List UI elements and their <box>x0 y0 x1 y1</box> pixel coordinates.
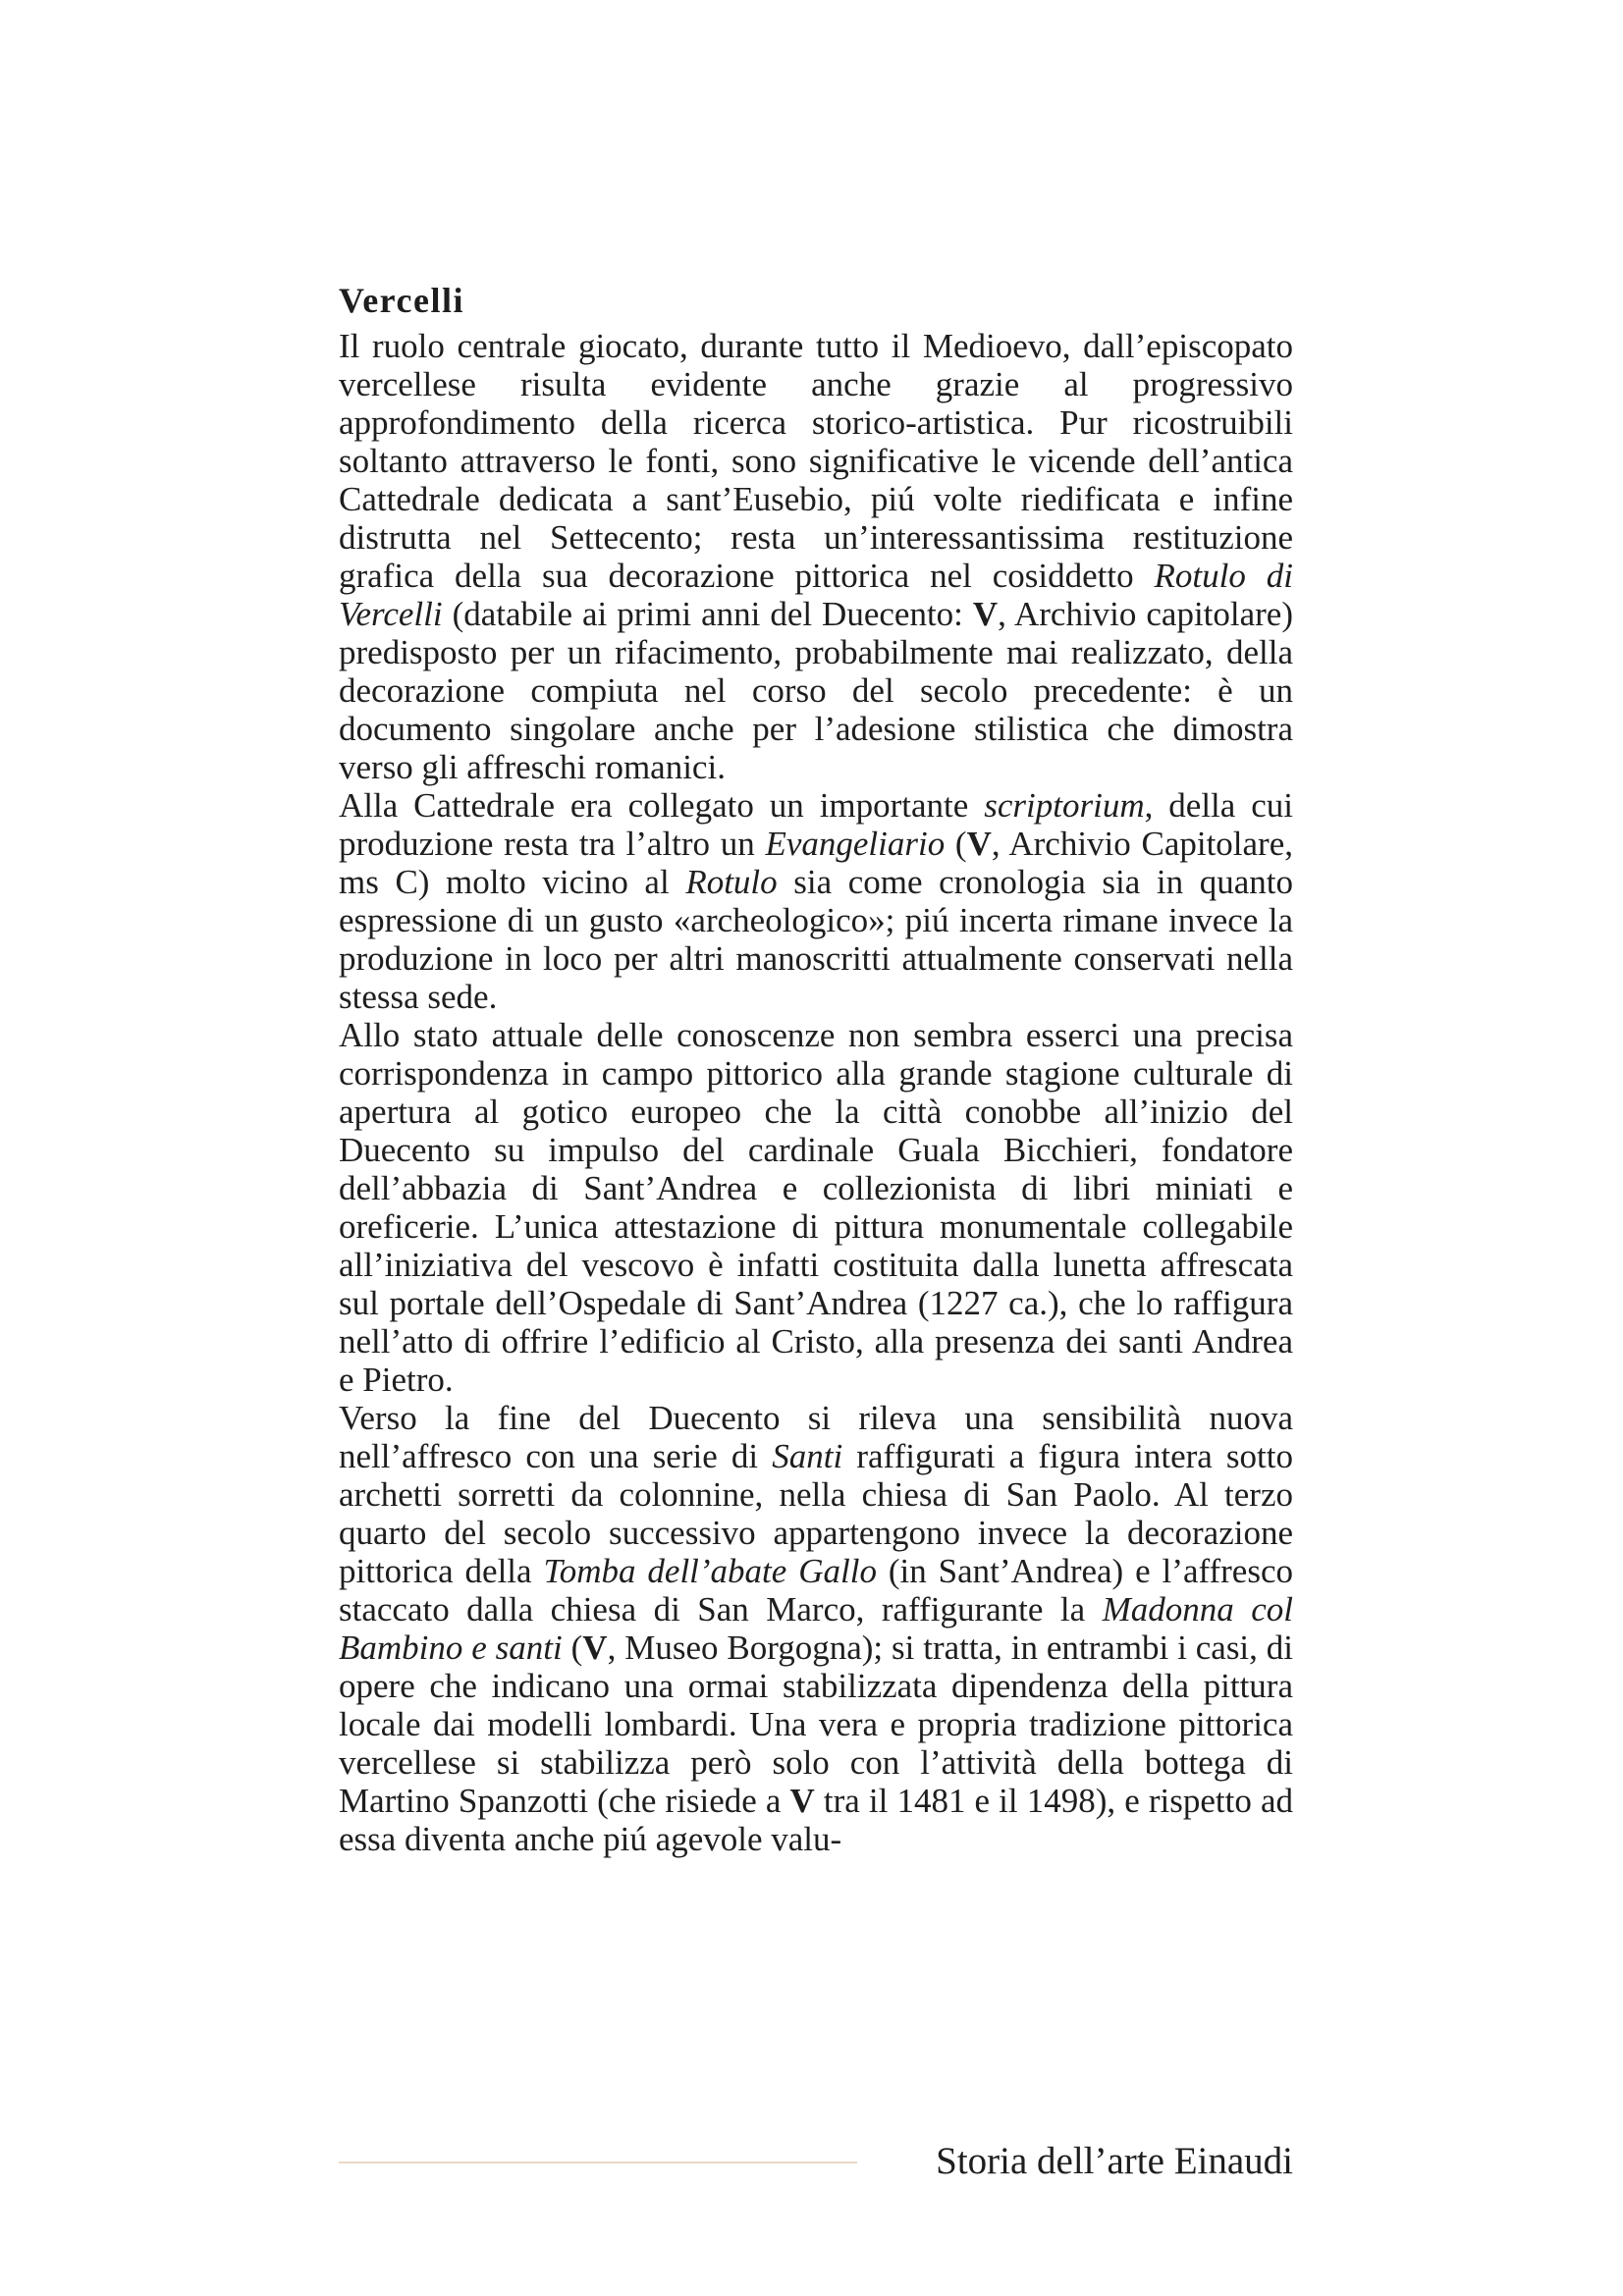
text-run: Allo stato attuale delle conoscenze non sembra esserci una precisa corrispondenza in campo pittorico alla grande stagione culturale di apertura al gotico europeo che la città conobbe all’inizio del Duecento su impulso del cardinale Guala Bicchieri, fondatore dell’abbazia di Sant’Andrea e collezionista di libri miniati e oreficerie. L’unica attestazione di pittura monumentale collegabile all’iniziativa del vescovo è infatti costituita dalla lunetta affrescata sul portale dell’Ospedale di Sant’Andrea (1227 ca.), che lo raffigura nell’atto di offrire l’edificio al Cristo, alla presenza dei santi Andrea e Pietro. <box>339 1016 1293 1399</box>
italic-title: Rotulo <box>685 863 778 901</box>
text-run: (in Sant’Andrea) e l’affresco staccato dalla chiesa di San Marco, raffigurante la <box>339 1552 1293 1629</box>
place-abbreviation: V <box>582 1629 608 1667</box>
text-run: ( <box>562 1629 583 1667</box>
italic-title: scriptorium <box>984 786 1145 825</box>
italic-title: Madonna col Bambino e santi <box>339 1590 1293 1667</box>
place-abbreviation: V <box>789 1782 815 1820</box>
italic-title: Evangeliario <box>765 825 946 863</box>
footer-title: Storia dell’arte Einaudi <box>936 2140 1293 2182</box>
place-abbreviation: V <box>966 825 992 863</box>
paragraph <box>339 1399 1293 1858</box>
text-run: , Archivio capitolare) predisposto per un rifacimento, probabilmente mai realizzato, della decorazione compiuta nel corso del secolo precedente: è un documento singolare anche per l’adesione stilistica che dimostra verso gli affreschi romanici. <box>339 595 1293 786</box>
text-run: Verso la fine del Duecento si rileva una sensibilità nuova nell’affresco con una serie di <box>339 1399 1293 1475</box>
text-run: (databile ai primi anni del Duecento: <box>442 595 973 633</box>
text-run: Il ruolo centrale giocato, durante tutto il Medioevo, dall’episcopato vercellese risulta evidente anche grazie al progressivo approfondimento della ricerca storico-artistica. Pur ricostruibili soltanto attraverso le fonti, sono significative le vicende dell’antica Cattedrale dedicata a sant’Eusebio, piú volte riedificata e infine distrutta nel Settecento; resta un’interessantissima restituzione grafica della sua decorazione pittorica nel cosiddetto <box>339 327 1293 595</box>
text-run: sia come cronologia sia in quanto espressione di un gusto «archeologico»; piú incerta rimane invece la produzione in loco per altri manoscritti attualmente conservati nella stessa sede. <box>339 863 1293 1016</box>
paragraph <box>339 786 1293 1016</box>
text-run: , della cui produzione resta tra l’altro un <box>339 786 1293 863</box>
footer-rule <box>339 2162 857 2163</box>
text-run: Alla Cattedrale era collegato un importante <box>339 786 985 825</box>
text-run: , Museo Borgogna); si tratta, in entrambi i casi, di opere che indicano una ormai stabilizzata dipendenza della pittura locale dai modelli lombardi. Una vera e propria tradizione pittorica vercellese si stabilizza però solo con l’attività della bottega di Martino Spanzotti (che risiede a <box>339 1629 1294 1820</box>
body-text <box>339 327 1293 1858</box>
text-run: ( <box>945 825 967 863</box>
italic-title: Santi <box>772 1437 843 1475</box>
text-run: , Archivio Capitolare, ms C) molto vicino al <box>339 825 1294 901</box>
text-run: tra il 1481 e il 1498), e rispetto ad essa diventa anche piú agevole valu- <box>339 1782 1293 1858</box>
paragraph <box>339 327 1293 786</box>
italic-title: Tomba dell’abate Gallo <box>543 1552 877 1590</box>
italic-title: Rotulo di Vercelli <box>339 557 1293 633</box>
paragraph <box>339 1016 1293 1399</box>
place-abbreviation: V <box>972 595 999 633</box>
section-heading: Vercelli <box>339 281 464 320</box>
text-run: raffigurati a figura intera sotto archetti sorretti da colonnine, nella chiesa di San Paolo. Al terzo quarto del secolo successivo appartengono invece la decorazione pittorica della <box>339 1437 1293 1590</box>
